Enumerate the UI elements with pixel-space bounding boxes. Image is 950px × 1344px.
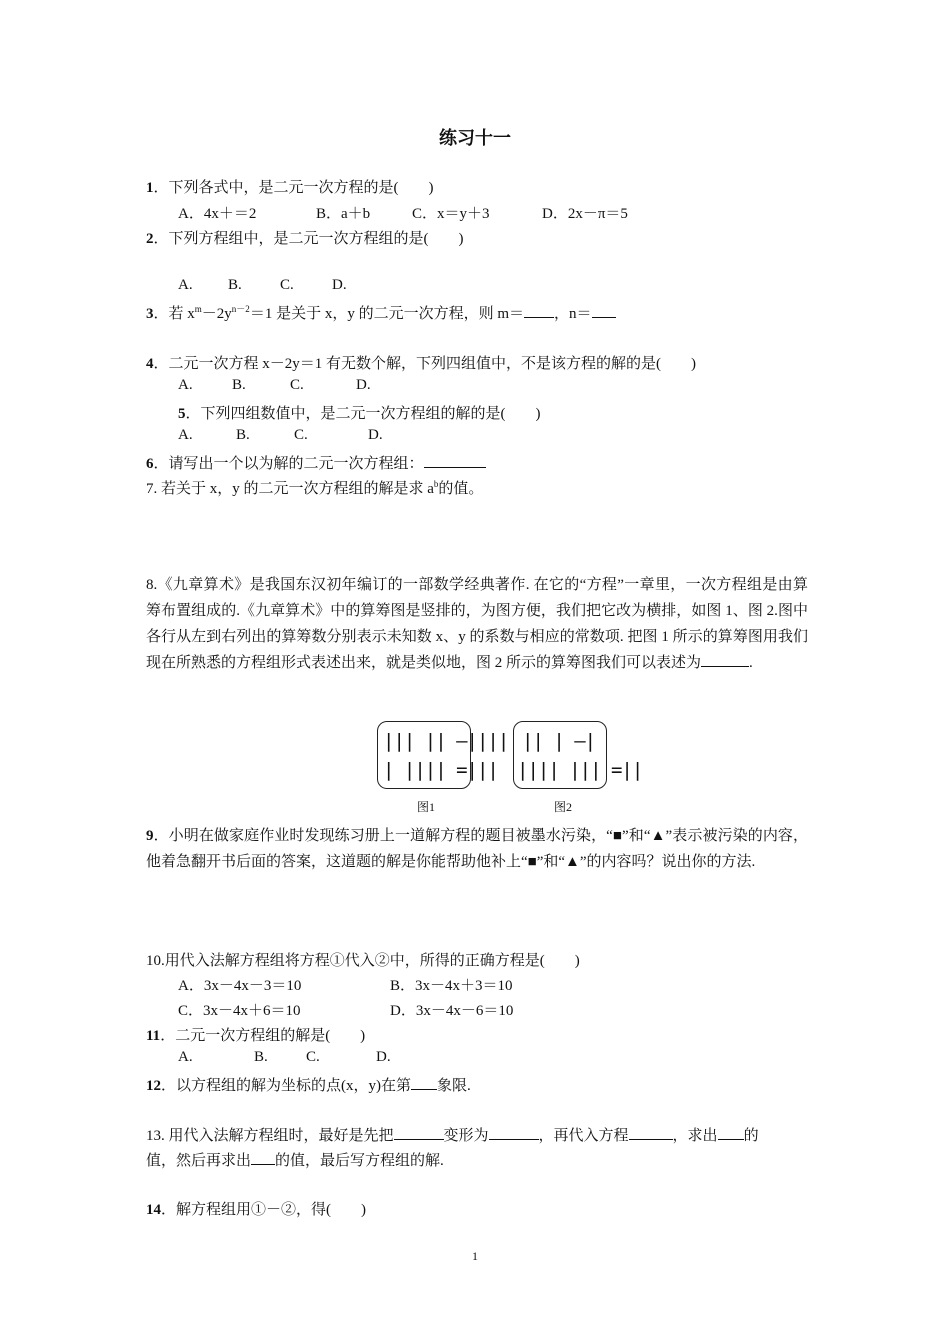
question-10	[146, 949, 580, 970]
question-5	[178, 402, 541, 423]
page-number: 1	[472, 1249, 478, 1263]
question-14	[146, 1198, 366, 1219]
option-b: B.	[228, 277, 242, 293]
question-text: 象限.	[437, 1078, 471, 1094]
question-text: ．以方程组的解为坐标的点(x，y)在第	[161, 1078, 411, 1094]
question-text: 的值。	[438, 481, 484, 497]
option-c: C.	[290, 377, 304, 393]
option-b: B.	[236, 427, 250, 443]
counting-rod-figure-2	[513, 721, 643, 789]
question-11	[146, 1024, 365, 1045]
answer-blank[interactable]	[424, 453, 486, 468]
option-c: C.	[294, 427, 308, 443]
question-text: ，求出	[672, 1128, 718, 1144]
answer-blank[interactable]	[629, 1125, 673, 1140]
figure-caption: 图1	[416, 800, 435, 814]
question-number: 11	[146, 1028, 161, 1044]
answer-blank[interactable]	[701, 652, 749, 667]
question-4	[146, 352, 696, 373]
question-1	[146, 176, 434, 197]
option-a: A.	[178, 427, 193, 443]
question-6	[146, 452, 486, 473]
answer-blank[interactable]	[411, 1075, 437, 1090]
question-text: ，n＝	[553, 306, 592, 322]
question-1-options	[178, 202, 628, 223]
option-a: A．3x－4x－3＝10	[178, 978, 302, 994]
question-text: ．下列四组数值中，是二元一次方程组的解的是( )	[185, 406, 541, 422]
question-text: 7. 若关于 x，y 的二元一次方程组的解是求 a	[146, 481, 434, 497]
question-2-options	[178, 277, 347, 294]
option-b: B.	[254, 1049, 268, 1065]
question-3	[146, 302, 616, 323]
question-text: 值，然后再求出	[146, 1153, 252, 1169]
rod-row: | |||| =|||	[383, 759, 498, 781]
option-b: B.	[232, 377, 246, 393]
option-d: D．2x－π＝5	[542, 206, 628, 222]
question-number: 1	[146, 180, 154, 196]
option-d: D.	[376, 1049, 391, 1065]
question-13	[146, 1124, 759, 1145]
question-number: 2	[146, 231, 154, 247]
question-2	[146, 227, 464, 248]
question-text: ＝1 是关于 x，y 的二元一次方程，则 m＝	[249, 306, 524, 322]
question-text: 13. 用代入法解方程组时，最好是先把	[146, 1128, 394, 1144]
option-b: B．a＋b	[316, 206, 371, 222]
option-c: C．3x－4x＋6＝10	[178, 1003, 301, 1019]
question-text: 的值，最后写方程组的解.	[275, 1153, 444, 1169]
question-9	[146, 823, 808, 875]
question-4-options	[178, 377, 371, 394]
question-text: ．二元一次方程组的解是( )	[160, 1028, 366, 1044]
exponent: m	[194, 304, 202, 314]
question-text: 10.用代入法解方程组将方程①代入②中，所得的正确方程是( )	[146, 953, 580, 969]
question-text: ．解方程组用①－②，得( )	[161, 1202, 366, 1218]
option-c: C.	[280, 277, 294, 293]
question-text: ．二元一次方程 x－2y＝1 有无数个解，下列四组值中，不是该方程的解的是( )	[153, 356, 696, 372]
option-d: D.	[356, 377, 371, 393]
question-5-options	[178, 427, 383, 444]
option-a: A.	[178, 1049, 193, 1065]
question-number: 3	[146, 306, 154, 322]
question-text: ．下列方程组中，是二元一次方程组的是( )	[153, 231, 464, 247]
question-10-options	[178, 999, 513, 1020]
answer-blank[interactable]	[718, 1125, 744, 1140]
question-text: ．下列各式中，是二元一次方程的是( )	[153, 180, 434, 196]
question-text: ．若 x	[153, 306, 195, 322]
answer-blank[interactable]	[394, 1125, 444, 1140]
question-text: ．请写出一个以为解的二元一次方程组：	[153, 456, 424, 472]
question-11-options	[178, 1049, 391, 1066]
question-number: 12	[146, 1078, 161, 1094]
question-text: 8.《九章算术》是我国东汉初年编订的一部数学经典著作. 在它的“方程”一章里，一次方程组是由算筹布置组成的.《九章算术》中的算筹图是竖排的，为图方便，我们把它改为横排，如图 1、图 2.图中各行从左到右列出的算筹数分别表示未知数 x、y 的系数与相应的常数项. 把图 1 所示的算筹图用我们现在所熟悉的方程组形式表述出来，就是类似地，图 2 所示的算筹图我们可以表述为	[146, 577, 808, 671]
counting-rod-figure-1	[377, 721, 509, 789]
rod-row: ||| || –||||	[383, 730, 509, 752]
question-13-line-2	[146, 1149, 444, 1170]
question-text: －2y	[201, 306, 232, 322]
question-number: 5	[178, 406, 186, 422]
option-d: D.	[368, 427, 383, 443]
figure-caption: 图2	[553, 800, 572, 814]
exponent: n－2	[231, 304, 250, 314]
answer-blank[interactable]	[592, 303, 616, 318]
question-text: 的	[743, 1128, 759, 1144]
rod-row: |||| ||| =||	[517, 759, 643, 781]
option-c: C．x＝y＋3	[412, 206, 490, 222]
option-b: B．3x－4x＋3＝10	[390, 978, 513, 994]
question-text: 变形为	[443, 1128, 489, 1144]
question-number: 14	[146, 1202, 161, 1218]
answer-blank[interactable]	[524, 303, 554, 318]
question-number: 9	[146, 828, 154, 844]
answer-blank[interactable]	[251, 1150, 275, 1165]
question-text: ．小明在做家庭作业时发现练习册上一道解方程的题目被墨水污染，“■”和“▲”表示被污染的内容，他着急翻开书后面的答案，这道题的解是你能帮助他补上“■”和“▲”的内容吗？说出你的方法.	[146, 828, 808, 870]
question-text: ，再代入方程	[538, 1128, 629, 1144]
option-a: A.	[178, 377, 193, 393]
option-a: A.	[178, 277, 193, 293]
question-12	[146, 1074, 471, 1095]
option-d: D.	[332, 277, 347, 293]
question-number: 4	[146, 356, 154, 372]
option-c: C.	[306, 1049, 320, 1065]
question-10-options	[178, 974, 513, 995]
question-text: .	[749, 655, 753, 671]
page-title: 练习十一	[439, 128, 511, 148]
question-8	[146, 572, 808, 676]
option-a: A．4x＋＝2	[178, 206, 257, 222]
question-7	[146, 477, 483, 498]
question-number: 6	[146, 456, 154, 472]
exponent: b	[433, 479, 439, 489]
rod-row: || | –|	[522, 730, 596, 752]
option-d: D．3x－4x－6＝10	[390, 1003, 514, 1019]
answer-blank[interactable]	[489, 1125, 539, 1140]
